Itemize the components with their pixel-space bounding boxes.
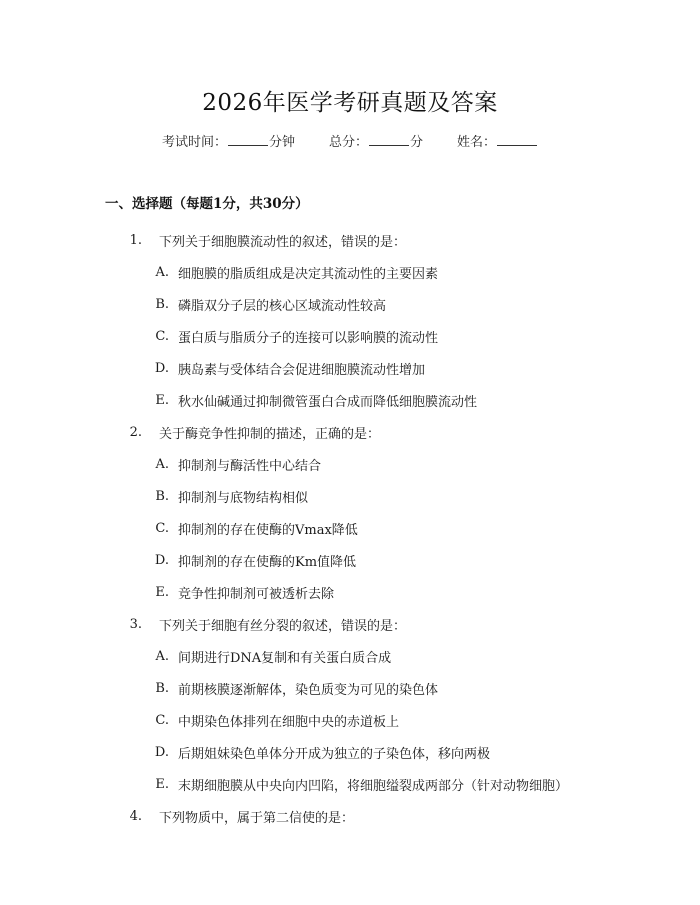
time-unit: 分钟 xyxy=(268,135,295,150)
option-text: 抑制剂与酶活性中心结合 xyxy=(178,458,322,474)
option-letter: C. xyxy=(155,712,169,728)
option-letter: D. xyxy=(154,360,169,376)
question-text: 关于酶竞争性抑制的描述，正确的是： xyxy=(159,426,381,442)
exam-time xyxy=(162,131,295,150)
option-a[interactable] xyxy=(0,640,700,672)
time-blank[interactable] xyxy=(228,132,268,146)
option-letter: C. xyxy=(155,520,169,536)
option-letter: A. xyxy=(155,648,169,664)
question-stem xyxy=(0,416,700,448)
option-d[interactable] xyxy=(0,736,700,768)
option-b[interactable] xyxy=(0,480,700,512)
score-unit: 分 xyxy=(410,135,424,150)
option-letter: C. xyxy=(155,328,169,344)
option-text: 抑制剂的存在使酶的Vmax降低 xyxy=(178,522,358,538)
option-text: 前期核膜逐渐解体，染色质变为可见的染色体 xyxy=(178,682,439,698)
option-text: 竞争性抑制剂可被透析去除 xyxy=(178,586,335,602)
question-stem xyxy=(0,800,700,832)
question-number: 2. xyxy=(129,424,142,440)
page-title: 2026年医学考研真题及答案 xyxy=(202,90,498,116)
option-text: 细胞膜的脂质组成是决定其流动性的主要因素 xyxy=(178,266,439,282)
option-text: 间期进行DNA复制和有关蛋白质合成 xyxy=(178,650,392,666)
total-score xyxy=(329,131,423,150)
option-a[interactable] xyxy=(0,256,700,288)
section-title: 一、选择题（每题1分，共30分） xyxy=(105,196,309,212)
option-text: 秋水仙碱通过抑制微管蛋白合成而降低细胞膜流动性 xyxy=(178,394,478,410)
question-text: 下列物质中，属于第二信使的是： xyxy=(159,810,355,826)
exam-meta xyxy=(0,131,700,150)
question-stem xyxy=(0,608,700,640)
option-letter: B. xyxy=(155,296,169,312)
question-number: 4. xyxy=(129,808,142,824)
name-blank[interactable] xyxy=(497,132,537,146)
option-c[interactable] xyxy=(0,512,700,544)
time-label: 考试时间： xyxy=(161,135,227,150)
question-number: 3. xyxy=(129,616,142,632)
option-c[interactable] xyxy=(0,704,700,736)
option-text: 中期染色体排列在细胞中央的赤道板上 xyxy=(178,714,400,730)
option-c[interactable] xyxy=(0,320,700,352)
option-a[interactable] xyxy=(0,448,700,480)
question-text: 下列关于细胞膜流动性的叙述，错误的是： xyxy=(159,234,407,250)
option-text: 蛋白质与脂质分子的连接可以影响膜的流动性 xyxy=(178,330,439,346)
question-1 xyxy=(0,224,700,416)
option-letter: A. xyxy=(155,456,169,472)
option-letter: E. xyxy=(155,584,169,600)
option-text: 后期姐妹染色单体分开成为独立的子染色体，移向两极 xyxy=(178,746,491,762)
student-name xyxy=(457,131,538,150)
option-d[interactable] xyxy=(0,352,700,384)
option-text: 末期细胞膜从中央向内凹陷，将细胞缢裂成两部分（针对动物细胞） xyxy=(178,778,569,794)
option-text: 抑制剂与底物结构相似 xyxy=(178,490,309,506)
question-stem xyxy=(0,224,700,256)
option-letter: B. xyxy=(155,488,169,504)
option-text: 磷脂双分子层的核心区域流动性较高 xyxy=(178,298,387,314)
option-d[interactable] xyxy=(0,544,700,576)
option-b[interactable] xyxy=(0,672,700,704)
option-letter: E. xyxy=(155,776,169,792)
question-text: 下列关于细胞有丝分裂的叙述，错误的是： xyxy=(159,618,407,634)
option-text: 胰岛素与受体结合会促进细胞膜流动性增加 xyxy=(178,362,426,378)
option-letter: D. xyxy=(154,552,169,568)
question-2 xyxy=(0,416,700,608)
option-b[interactable] xyxy=(0,288,700,320)
option-letter: E. xyxy=(155,392,169,408)
option-letter: B. xyxy=(155,680,169,696)
score-label: 总分： xyxy=(328,135,368,150)
option-e[interactable] xyxy=(0,768,700,800)
option-letter: A. xyxy=(155,264,169,280)
question-3 xyxy=(0,608,700,800)
score-blank[interactable] xyxy=(369,132,409,146)
option-e[interactable] xyxy=(0,384,700,416)
name-label: 姓名： xyxy=(457,135,497,150)
option-letter: D. xyxy=(154,744,169,760)
option-text: 抑制剂的存在使酶的Km值降低 xyxy=(178,554,357,570)
option-e[interactable] xyxy=(0,576,700,608)
question-4 xyxy=(0,800,700,832)
question-list xyxy=(0,224,700,832)
question-number: 1. xyxy=(129,232,142,248)
